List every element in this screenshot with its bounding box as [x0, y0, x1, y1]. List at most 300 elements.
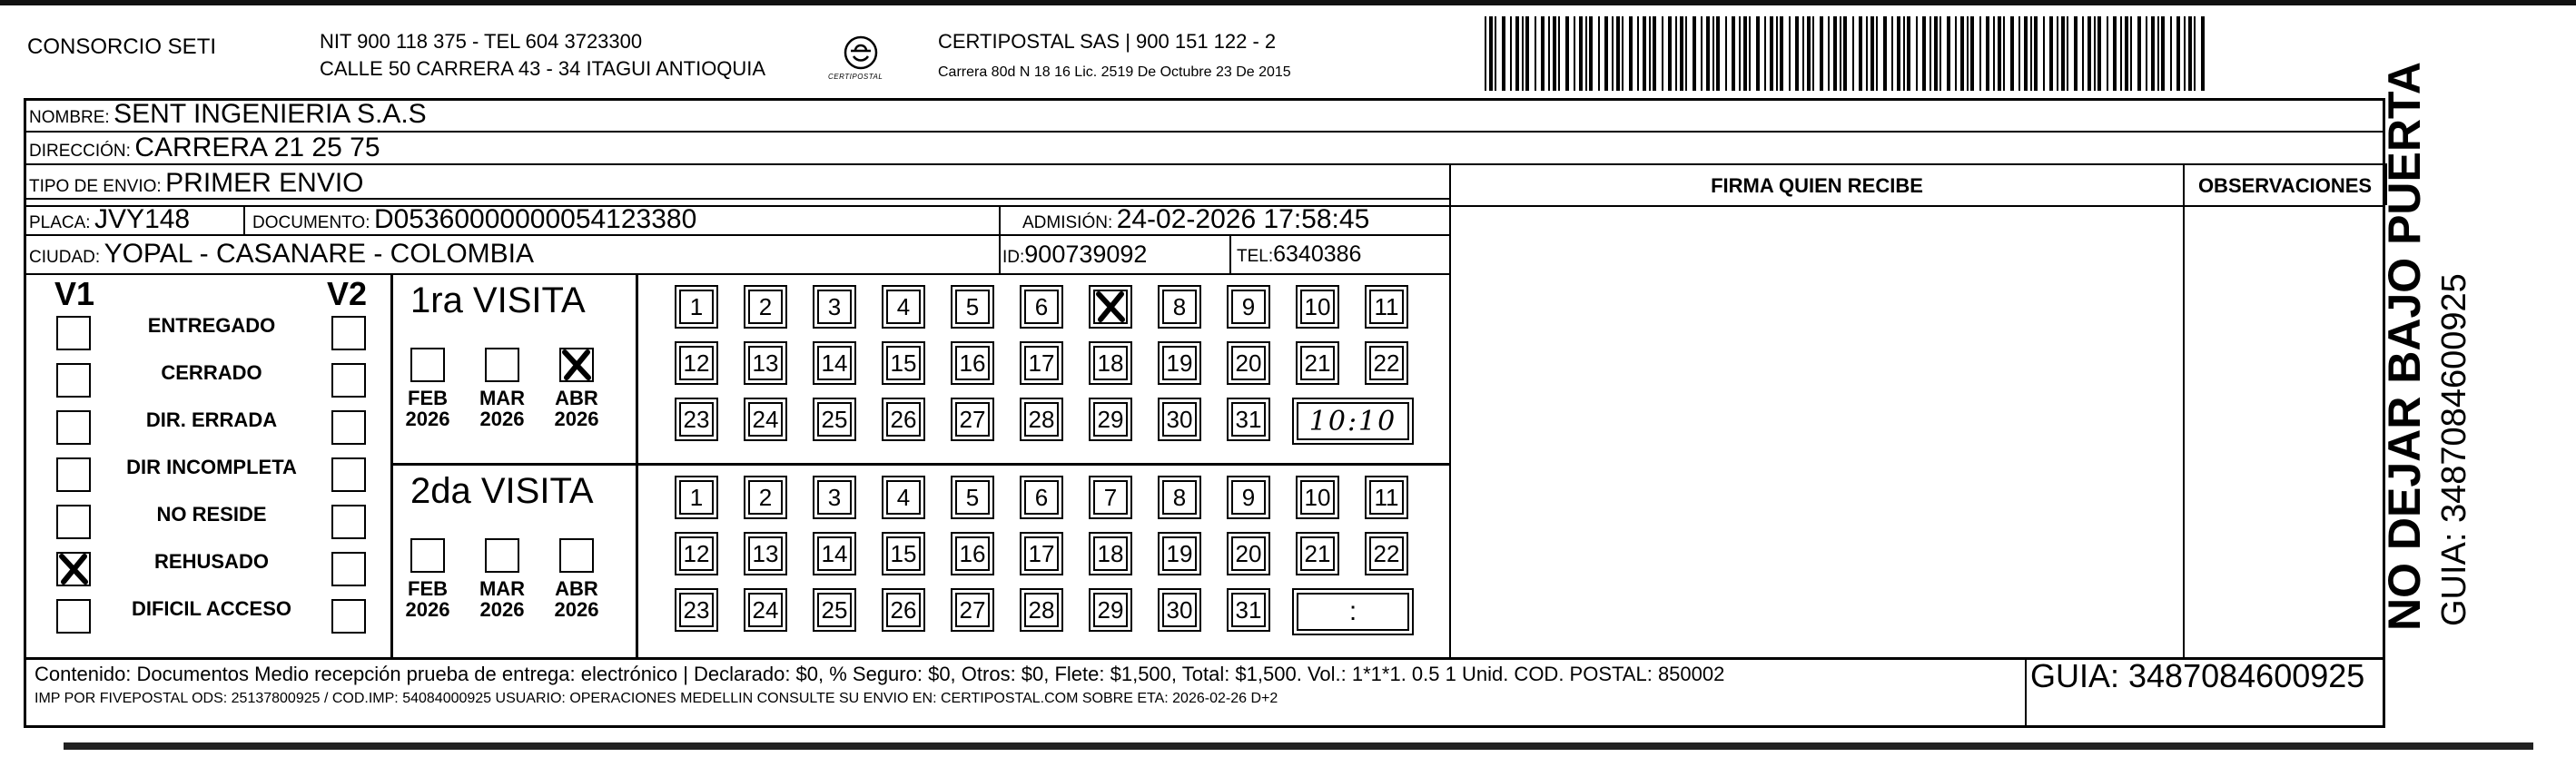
tipo-label: TIPO DE ENVIO:	[29, 177, 162, 196]
month-label	[400, 578, 455, 620]
day-box[interactable]	[679, 290, 714, 324]
direccion-row	[29, 133, 380, 167]
day-number: 28	[1028, 405, 1055, 433]
day-number: 12	[683, 539, 710, 567]
visit-title: 1ra VISITA	[410, 280, 586, 320]
day-number: 26	[890, 595, 917, 624]
barcode-bar	[2170, 16, 2172, 91]
day-box[interactable]	[1231, 402, 1266, 437]
day-box[interactable]	[1162, 536, 1197, 571]
barcode-bar	[2034, 16, 2038, 91]
day-number: 20	[1235, 349, 1262, 377]
day-box[interactable]	[748, 290, 783, 324]
day-number: 21	[1304, 349, 1331, 377]
barcode-bar	[1739, 16, 1741, 91]
barcode-bar	[2030, 16, 2032, 91]
admision-label: ADMISIÓN:	[1022, 213, 1113, 232]
barcode-bar	[1828, 16, 1830, 91]
barcode-bar	[1907, 16, 1910, 91]
barcode-bar	[1515, 16, 1519, 91]
day-number: 16	[959, 349, 986, 377]
day-box[interactable]	[748, 480, 783, 515]
day-number: 5	[965, 292, 980, 320]
barcode-bar	[2188, 16, 2192, 91]
barcode-bar	[2057, 16, 2058, 91]
barcode-bar	[1998, 16, 2001, 91]
day-box[interactable]	[1093, 480, 1128, 515]
month-label	[475, 578, 529, 620]
barcode-bar	[1548, 16, 1550, 91]
barcode-bar	[2201, 16, 2205, 91]
check-x-icon	[559, 348, 594, 382]
placa-label: PLACA:	[29, 213, 91, 232]
v2-checkbox[interactable]	[331, 363, 366, 398]
barcode-bar	[1883, 16, 1887, 91]
barcode-bar	[1955, 16, 1957, 91]
day-number: 2	[758, 483, 773, 511]
barcode-bar	[1922, 16, 1926, 91]
day-number: 12	[683, 349, 710, 377]
day-box[interactable]	[817, 536, 852, 571]
month-checkbox[interactable]	[559, 538, 594, 573]
barcode-bar	[2049, 16, 2053, 91]
barcode-bar	[1522, 16, 1524, 91]
barcode-bar	[1986, 16, 1989, 91]
barcode-bar	[2194, 16, 2196, 91]
side-warning: NO DEJAR BAJO PUERTA	[2379, 62, 2430, 631]
barcode-bar	[1629, 16, 1633, 91]
barcode-bar	[1541, 16, 1545, 91]
day-box[interactable]	[886, 536, 921, 571]
reason-label: DIR. ERRADA	[145, 408, 278, 431]
day-box[interactable]	[955, 480, 990, 515]
barcode-bar	[1876, 16, 1878, 91]
month-year: 2026	[405, 408, 450, 430]
barcode-bar	[1764, 16, 1766, 91]
day-box[interactable]	[886, 402, 921, 437]
check-x-icon	[1093, 290, 1128, 324]
bottom-edge	[64, 742, 2533, 750]
barcode-bar	[1598, 16, 1600, 91]
nombre-label: NOMBRE:	[29, 108, 110, 127]
time-field[interactable]: :	[1297, 593, 1409, 631]
v2-checkbox[interactable]	[331, 316, 366, 350]
day-number: 24	[752, 405, 779, 433]
barcode-bar	[1637, 16, 1639, 91]
day-box[interactable]	[748, 402, 783, 437]
direccion-label: DIRECCIÓN:	[29, 142, 131, 161]
day-box[interactable]	[886, 290, 921, 324]
barcode-bar	[1662, 16, 1663, 91]
documento-label: DOCUMENTO:	[252, 213, 370, 232]
day-box[interactable]	[679, 536, 714, 571]
v2-checkbox[interactable]	[331, 552, 366, 586]
day-number: 11	[1374, 292, 1399, 320]
barcode-bar	[1616, 16, 1620, 91]
barcode-bar	[1870, 16, 1874, 91]
side-guia: GUIA: 3487084600925	[2435, 273, 2473, 626]
month-name: FEB	[408, 387, 448, 409]
month-name: ABR	[555, 387, 598, 409]
imp-line: IMP POR FIVEPOSTAL ODS: 25137800925 / COD.IMP: 54084000925 USUARIO: OPERACIONES MEDELLIN CONSULTE SU ENVIO EN: CERTIPOSTAL.COM SOBRE ETA: 2026-02-26 D+2	[35, 691, 1278, 706]
month-label	[549, 388, 604, 429]
day-box[interactable]	[1300, 346, 1335, 380]
barcode-bar	[1891, 16, 1893, 91]
v1-checkbox[interactable]	[56, 599, 91, 634]
day-box[interactable]	[1093, 536, 1128, 571]
barcode-bar	[1967, 16, 1969, 91]
ciudad-value: YOPAL - CASANARE - COLOMBIA	[104, 239, 535, 269]
barcode-bar	[1820, 16, 1823, 91]
day-box[interactable]	[1024, 480, 1059, 515]
v1-checkbox[interactable]	[56, 410, 91, 445]
day-box[interactable]	[1300, 290, 1335, 324]
time-field[interactable]: 10:10	[1297, 402, 1409, 440]
day-number: 16	[959, 539, 986, 567]
day-box[interactable]	[955, 402, 990, 437]
id-cell	[1002, 240, 1147, 273]
month-name: MAR	[479, 577, 526, 600]
v2-checkbox[interactable]	[331, 457, 366, 492]
documento-cell	[252, 205, 696, 239]
month-label	[475, 388, 529, 429]
day-number: 30	[1166, 405, 1193, 433]
day-box[interactable]	[1231, 536, 1266, 571]
reason-label: CERRADO	[161, 361, 262, 384]
nombre-value: SENT INGENIERIA S.A.S	[114, 99, 427, 129]
visit-title: 2da VISITA	[410, 471, 594, 511]
admision-cell	[1022, 205, 1369, 239]
barcode-bar	[1649, 16, 1651, 91]
barcode-bar	[2043, 16, 2045, 91]
day-number: 14	[821, 539, 848, 567]
barcode-bar	[1807, 16, 1811, 91]
day-box[interactable]	[679, 480, 714, 515]
barcode-bar	[1795, 16, 1799, 91]
barcode-bar	[1485, 16, 1486, 91]
day-box[interactable]	[886, 480, 921, 515]
day-number: 28	[1028, 595, 1055, 624]
day-box[interactable]	[1024, 346, 1059, 380]
barcode-bar	[2097, 16, 2101, 91]
barcode-bar	[1489, 16, 1493, 91]
day-number: 27	[959, 405, 986, 433]
barcode-bar	[2074, 16, 2078, 91]
barcode-bar	[1802, 16, 1804, 91]
day-number: 22	[1373, 349, 1400, 377]
barcode-bar	[1903, 16, 1905, 91]
reason-label: DIFICIL ACCESO	[131, 597, 291, 620]
barcode-bar	[2176, 16, 2180, 91]
day-box[interactable]	[817, 593, 852, 627]
barcode-bar	[1979, 16, 1981, 91]
v2-checkbox[interactable]	[331, 599, 366, 634]
month-year: 2026	[405, 598, 450, 621]
v1-checkbox[interactable]	[56, 316, 91, 350]
barcode-bar	[1843, 16, 1847, 91]
barcode-bar	[2003, 16, 2005, 91]
barcode-bar	[2107, 16, 2108, 91]
month-label	[400, 388, 455, 429]
barcode-bar	[1960, 16, 1964, 91]
license-line: Carrera 80d N 18 16 Lic. 2519 De Octubre 23 De 2015	[938, 64, 1291, 80]
day-number: 4	[896, 483, 911, 511]
day-box[interactable]	[955, 346, 990, 380]
month-checkbox[interactable]	[485, 538, 519, 573]
day-box[interactable]	[955, 536, 990, 571]
v2-checkbox[interactable]	[331, 410, 366, 445]
day-number: 13	[752, 539, 779, 567]
barcode-bar	[1916, 16, 1918, 91]
day-box[interactable]	[1093, 290, 1128, 324]
day-number: 3	[827, 292, 842, 320]
barcode-bar	[1680, 16, 1683, 91]
day-box[interactable]	[1024, 402, 1059, 437]
day-number: 15	[890, 539, 917, 567]
month-name: MAR	[479, 387, 526, 409]
barcode-bar	[1604, 16, 1608, 91]
day-box[interactable]	[1231, 480, 1266, 515]
day-box[interactable]	[1300, 536, 1335, 571]
ciudad-label: CIUDAD:	[29, 248, 101, 267]
day-number: 19	[1166, 539, 1193, 567]
barcode-bar	[2146, 16, 2147, 91]
top-edge	[0, 0, 2576, 5]
tel-label: TEL:	[1237, 247, 1274, 266]
documento-value: D05360000000054123380	[373, 204, 697, 234]
barcode-bar	[1866, 16, 1868, 91]
id-label: ID:	[1002, 248, 1025, 267]
barcode-bar	[1502, 16, 1505, 91]
day-box[interactable]	[1093, 346, 1128, 380]
barcode-bar	[1675, 16, 1677, 91]
barcode-bar	[1859, 16, 1862, 91]
day-number: 13	[752, 349, 779, 377]
nombre-row	[29, 100, 427, 133]
id-value: 900739092	[1024, 241, 1148, 268]
day-box[interactable]	[1093, 593, 1128, 627]
day-box[interactable]	[1369, 480, 1404, 515]
day-number: 4	[896, 292, 911, 320]
barcode-bar	[1535, 16, 1536, 91]
month-year: 2026	[554, 408, 599, 430]
day-box[interactable]	[1231, 346, 1266, 380]
barcode-bar	[1970, 16, 1974, 91]
day-box[interactable]	[817, 402, 852, 437]
tipo-row	[29, 169, 364, 202]
day-number: 27	[959, 595, 986, 624]
day-box[interactable]	[1093, 402, 1128, 437]
barcode-bar	[1840, 16, 1841, 91]
reason-label: DIR INCOMPLETA	[126, 456, 297, 478]
barcode-bar	[1585, 16, 1587, 91]
day-number: 3	[827, 483, 842, 511]
barcode-bar	[1495, 16, 1496, 91]
v1-checkbox[interactable]	[56, 457, 91, 492]
day-box[interactable]	[1024, 290, 1059, 324]
barcode-bar	[1574, 16, 1575, 91]
barcode-bar	[1780, 16, 1783, 91]
tel-cell	[1237, 240, 1361, 272]
barcode-bar	[1643, 16, 1646, 91]
barcode-bar	[1749, 16, 1751, 91]
day-number: 29	[1097, 405, 1124, 433]
v1-checkbox[interactable]	[56, 552, 91, 586]
day-box[interactable]	[1369, 346, 1404, 380]
month-checkbox[interactable]	[485, 348, 519, 382]
barcode-bar	[1653, 16, 1656, 91]
day-box[interactable]	[679, 402, 714, 437]
barcode-bar	[2130, 16, 2132, 91]
barcode-bar	[2161, 16, 2165, 91]
day-number: 10	[1304, 292, 1331, 320]
barcode-bar	[1510, 16, 1512, 91]
barcode-bar	[1833, 16, 1837, 91]
barcode-bar	[1993, 16, 1995, 91]
day-box[interactable]	[1162, 480, 1197, 515]
v2-checkbox[interactable]	[331, 505, 366, 539]
month-year: 2026	[554, 598, 599, 621]
day-number: 30	[1166, 595, 1193, 624]
barcode-bar	[1525, 16, 1529, 91]
barcode-bar	[1776, 16, 1778, 91]
month-checkbox[interactable]	[410, 348, 445, 382]
barcode-bar	[2094, 16, 2096, 91]
day-box[interactable]	[1369, 290, 1404, 324]
barcode-bar	[1743, 16, 1747, 91]
barcode-bar	[1897, 16, 1900, 91]
day-number: 6	[1034, 292, 1049, 320]
barcode-bar	[1934, 16, 1938, 91]
day-number: 17	[1028, 349, 1055, 377]
day-box[interactable]	[886, 346, 921, 380]
v1-checkbox[interactable]	[56, 505, 91, 539]
barcode	[1485, 16, 2206, 91]
barcode-bar	[1812, 16, 1814, 91]
day-number: 15	[890, 349, 917, 377]
day-box[interactable]	[748, 346, 783, 380]
day-box[interactable]	[886, 593, 921, 627]
reason-label: REHUSADO	[154, 550, 269, 573]
reason-label: NO RESIDE	[156, 503, 267, 526]
day-number: 10	[1304, 483, 1331, 511]
day-box[interactable]	[1162, 346, 1197, 380]
day-box[interactable]	[1231, 593, 1266, 627]
barcode-bar	[1725, 16, 1727, 91]
day-number: 17	[1028, 539, 1055, 567]
barcode-bar	[1668, 16, 1672, 91]
day-box[interactable]	[679, 346, 714, 380]
barcode-bar	[1789, 16, 1791, 91]
company-name: CONSORCIO SETI	[27, 34, 217, 59]
barcode-bar	[1579, 16, 1583, 91]
day-number: 2	[758, 292, 773, 320]
barcode-bar	[1693, 16, 1696, 91]
barcode-bar	[1706, 16, 1710, 91]
day-number: 18	[1097, 349, 1124, 377]
day-number: 20	[1235, 539, 1262, 567]
certipostal-line: CERTIPOSTAL SAS | 900 151 122 - 2	[938, 30, 1277, 53]
day-number: 9	[1241, 483, 1256, 511]
day-box[interactable]	[1369, 536, 1404, 571]
barcode-bar	[2010, 16, 2014, 91]
day-box[interactable]	[817, 290, 852, 324]
certipostal-logo-icon	[843, 34, 879, 71]
barcode-bar	[2061, 16, 2065, 91]
v1-header: V1	[54, 275, 95, 312]
day-number: 31	[1235, 405, 1262, 433]
direccion-value: CARRERA 21 25 75	[134, 133, 380, 162]
month-checkbox[interactable]	[559, 348, 594, 382]
day-number: 1	[689, 292, 704, 320]
barcode-bar	[2067, 16, 2068, 91]
firma-header: FIRMA QUIEN RECIBE	[1711, 174, 1923, 197]
month-year: 2026	[479, 408, 525, 430]
barcode-bar	[2120, 16, 2122, 91]
contenido-line: Contenido: Documentos Medio recepción prueba de entrega: electrónico | Declarado: $0, % Seguro: $0, Otros: $0, Flete: $1,500, Total: $1,500. Vol.: 1*1*1. 0.5 1 Unid. COD. POSTAL: 850002	[35, 663, 1725, 685]
barcode-bar	[2087, 16, 2091, 91]
day-number: 19	[1166, 349, 1193, 377]
barcode-bar	[2157, 16, 2159, 91]
day-box[interactable]	[748, 536, 783, 571]
day-box[interactable]	[955, 290, 990, 324]
observaciones-header: OBSERVACIONES	[2197, 174, 2373, 197]
placa-cell	[29, 205, 190, 239]
day-box[interactable]	[1024, 593, 1059, 627]
day-number: 23	[683, 595, 710, 624]
day-box[interactable]	[817, 480, 852, 515]
day-box[interactable]	[1162, 593, 1197, 627]
day-number: 8	[1172, 292, 1187, 320]
month-name: FEB	[408, 577, 448, 600]
day-number: 18	[1097, 539, 1124, 567]
placa-value: JVY148	[94, 204, 191, 234]
tipo-value: PRIMER ENVIO	[165, 168, 364, 198]
day-box[interactable]	[1024, 536, 1059, 571]
day-number: 29	[1097, 595, 1124, 624]
address-line: CALLE 50 CARRERA 43 - 34 ITAGUI ANTIOQUIA	[320, 57, 766, 80]
day-number: 25	[821, 405, 848, 433]
barcode-bar	[1701, 16, 1703, 91]
barcode-bar	[1622, 16, 1624, 91]
day-number: 11	[1374, 483, 1399, 511]
v1-checkbox[interactable]	[56, 363, 91, 398]
day-number: 23	[683, 405, 710, 433]
admision-value: 24-02-2026 17:58:45	[1116, 204, 1370, 234]
day-number: 21	[1304, 539, 1331, 567]
day-box[interactable]	[1162, 402, 1197, 437]
day-box[interactable]	[1162, 290, 1197, 324]
check-x-icon	[56, 552, 91, 586]
day-number: 24	[752, 595, 779, 624]
day-box[interactable]	[1231, 290, 1266, 324]
day-number: 14	[821, 349, 848, 377]
day-box[interactable]	[1300, 480, 1335, 515]
barcode-bar	[2018, 16, 2020, 91]
barcode-bar	[1852, 16, 1854, 91]
day-number: 9	[1241, 292, 1256, 320]
month-checkbox[interactable]	[410, 538, 445, 573]
barcode-bar	[2024, 16, 2028, 91]
day-box[interactable]	[955, 593, 990, 627]
barcode-bar	[2137, 16, 2141, 91]
day-box[interactable]	[679, 593, 714, 627]
day-box[interactable]	[817, 346, 852, 380]
barcode-bar	[1947, 16, 1950, 91]
day-box[interactable]	[748, 593, 783, 627]
day-number: 25	[821, 595, 848, 624]
barcode-bar	[1685, 16, 1687, 91]
